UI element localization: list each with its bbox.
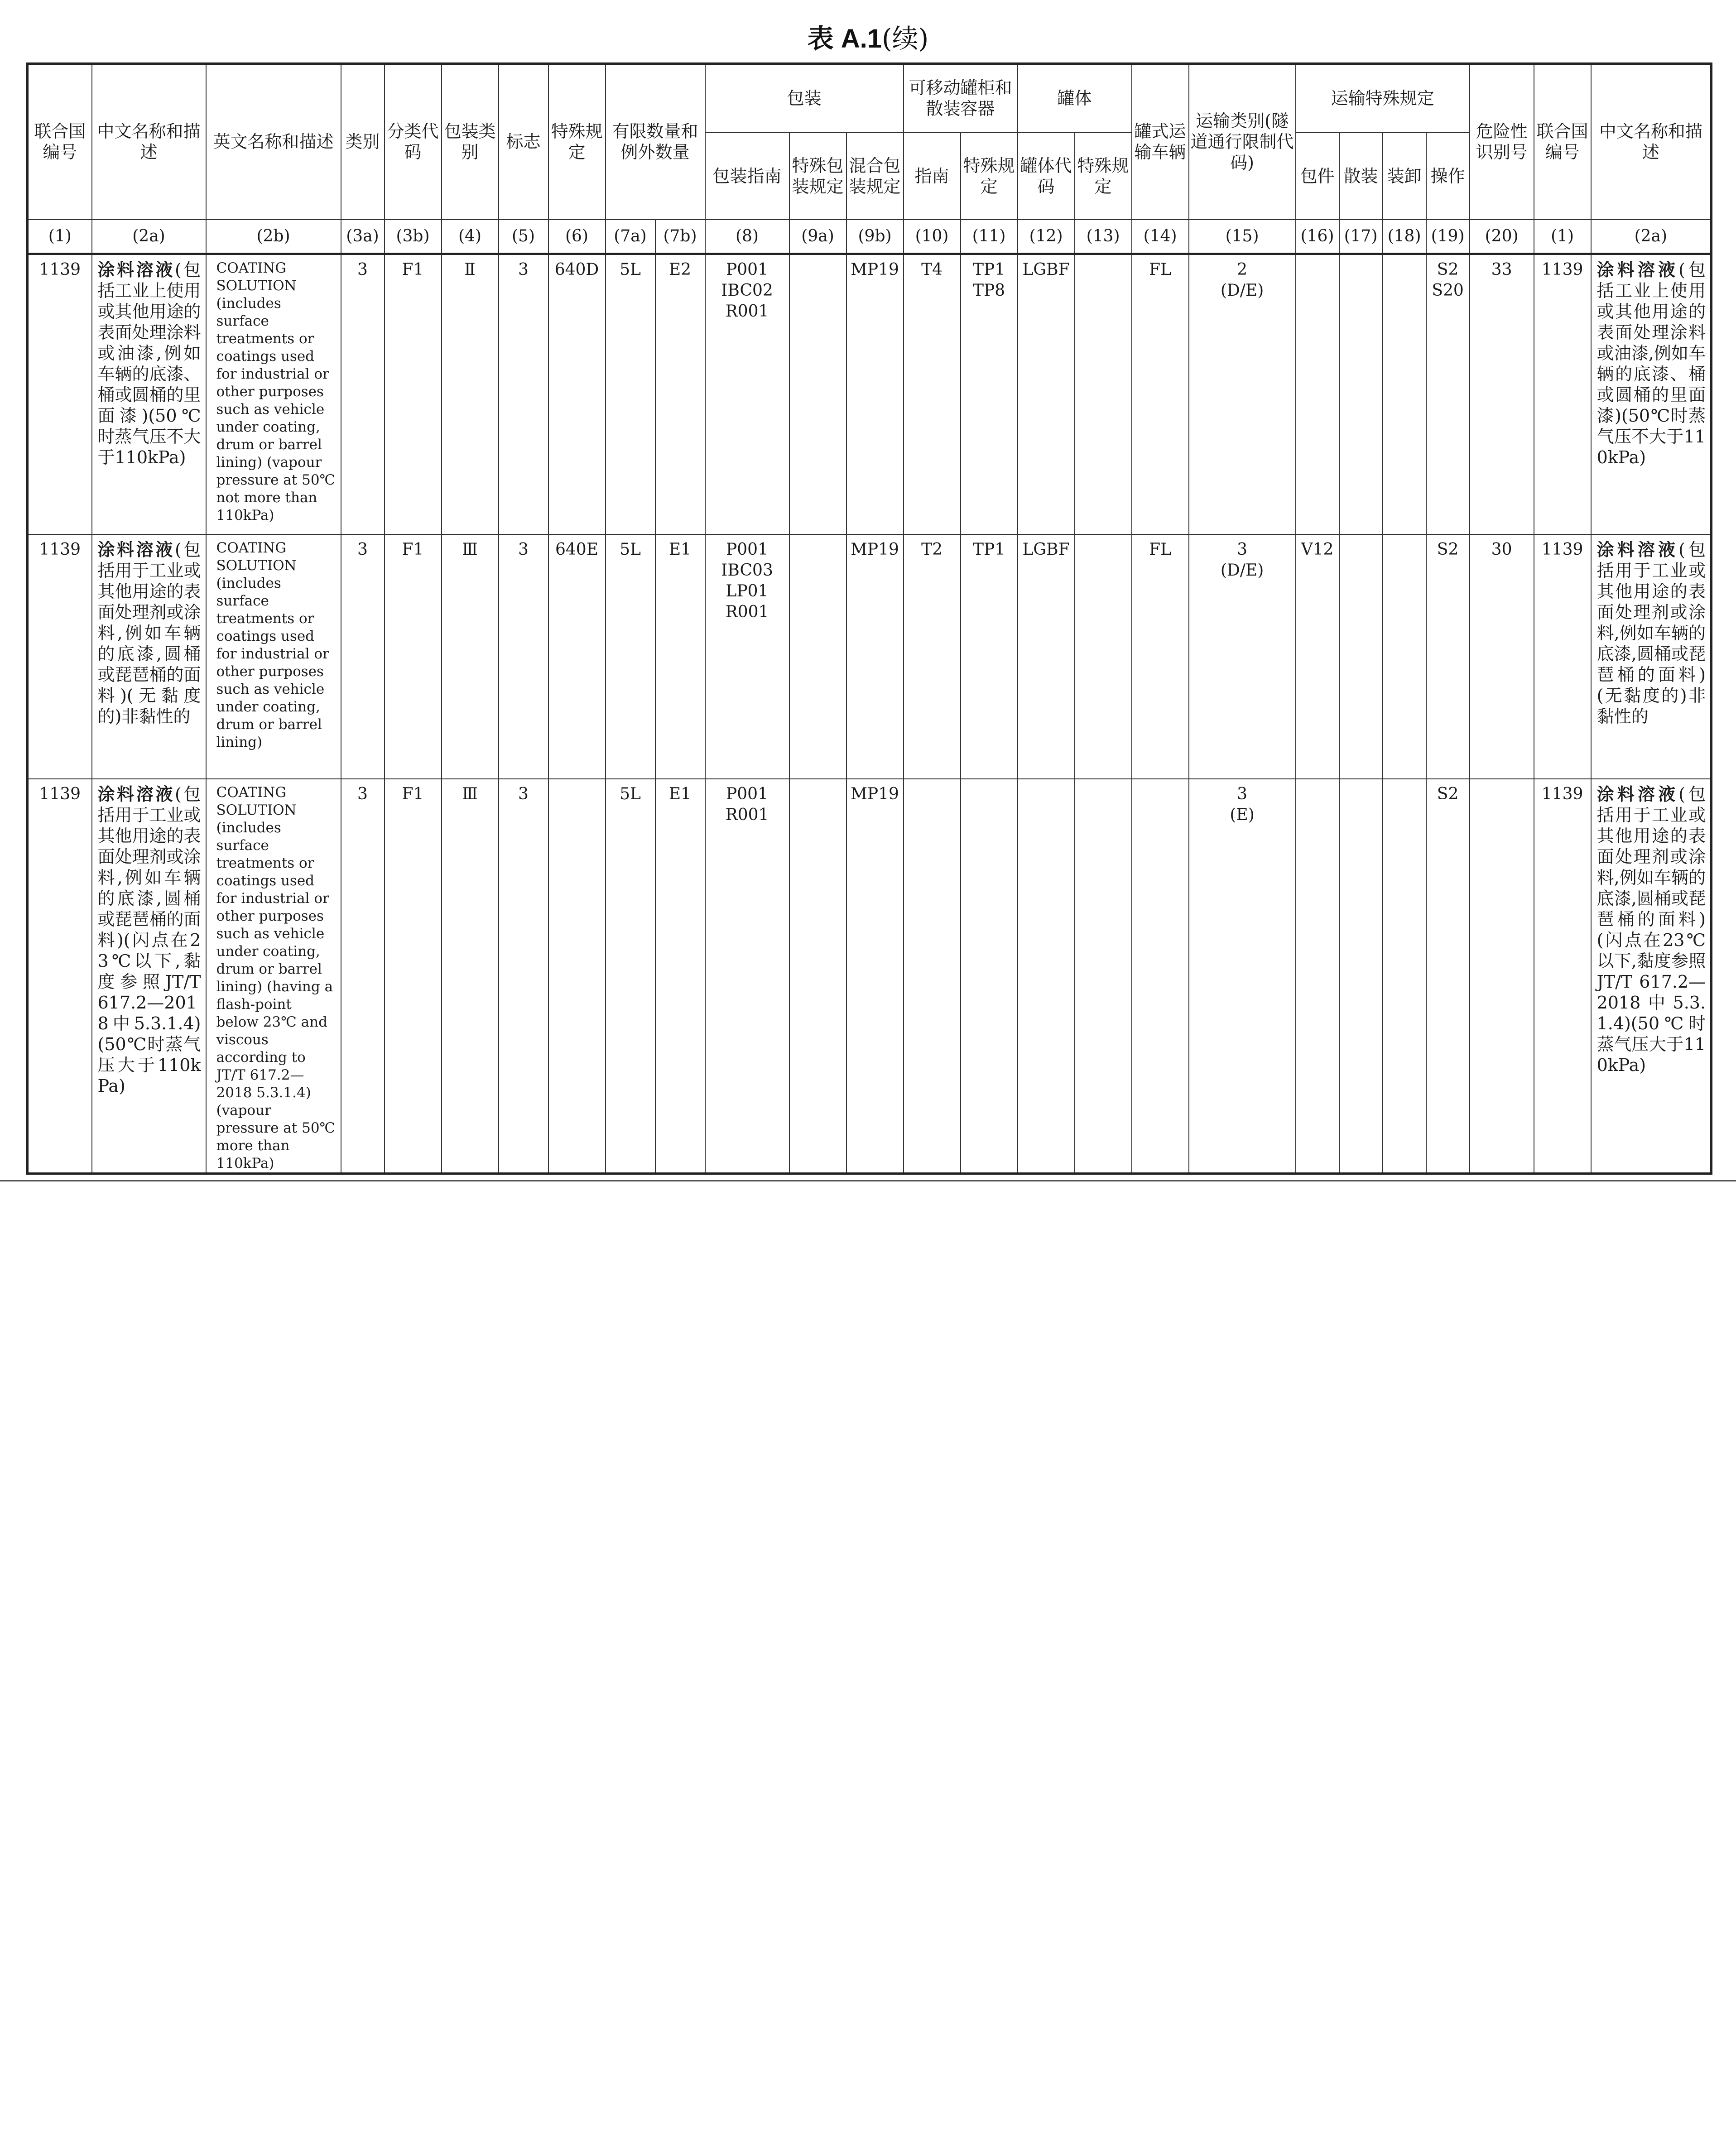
carriage-packages	[1296, 254, 1339, 534]
header-tank: 罐体	[1018, 64, 1132, 133]
column-number: (13)	[1075, 220, 1132, 254]
header-un-no: 联合国编号	[28, 64, 92, 220]
tank-code: LGBF	[1018, 534, 1075, 779]
transport-category-value: 3	[1237, 540, 1248, 559]
transport-category	[1189, 779, 1296, 1174]
packing-instructions	[705, 534, 789, 779]
name-cn-bold: 涂料溶液	[97, 259, 175, 280]
header-tank-special: 特殊规定	[1075, 133, 1132, 220]
limited-quantity: 5L	[606, 534, 655, 779]
header-portable-special: 特殊规定	[961, 133, 1018, 220]
special-provisions	[548, 779, 606, 1174]
class: 3	[341, 534, 385, 779]
name-cn-bold: 涂料溶液	[97, 784, 175, 804]
name-cn-2-rest: (包括工业上使用或其他用途的表面处理涂料或油漆,例如车辆的底漆、桶或圆桶的里面漆)(50℃时蒸气压不大于110kPa)	[1597, 259, 1706, 467]
label: 3	[499, 254, 548, 534]
header-tank-code: 罐体代码	[1018, 133, 1075, 220]
column-number: (10)	[904, 220, 961, 254]
table-row	[28, 534, 1712, 779]
column-number: (18)	[1383, 220, 1426, 254]
excepted-quantity: E1	[655, 779, 705, 1174]
un-number-2: 1139	[1534, 534, 1591, 779]
special-packing	[789, 254, 846, 534]
hazard-id: 30	[1470, 534, 1534, 779]
mixed-packing: MP19	[846, 779, 904, 1174]
header-limited-quantity: 有限数量和例外数量	[606, 64, 705, 220]
header-carriage-operation: 操作	[1426, 133, 1470, 220]
portable-special-code: TP1	[972, 540, 1005, 559]
packing-instruction: P001	[726, 260, 768, 279]
hazard-id: 33	[1470, 254, 1534, 534]
header-label: 标志	[499, 64, 548, 220]
carriage-bulk	[1339, 779, 1383, 1174]
column-number: (1)	[28, 220, 92, 254]
carriage-packages	[1296, 779, 1339, 1174]
header-name-cn-2: 中文名称和描述	[1591, 64, 1712, 220]
portable-special-code: TP1	[972, 260, 1005, 279]
portable-special-code: TP8	[972, 281, 1005, 300]
carriage-packages: V12	[1296, 534, 1339, 779]
name-en: COATING SOLUTION (includes surface treatments or coatings used for industrial or other purposes such as vehicle under coating, drum or barrel lining) (having a flash-point below 23℃ and viscous according to JT/T 617.2—2018 5.3.1.4) (vapour pressure at 50℃ more than 110kPa)	[206, 779, 341, 1174]
label: 3	[499, 779, 548, 1174]
excepted-quantity: E1	[655, 534, 705, 779]
packing-group: Ⅱ	[442, 254, 499, 534]
name-cn-2-bold: 涂料溶液	[1597, 259, 1679, 280]
transport-category	[1189, 254, 1296, 534]
portable-instruction	[904, 779, 961, 1174]
carriage-bulk	[1339, 534, 1383, 779]
column-number: (2a)	[1591, 220, 1712, 254]
name-cn-rest: (包括工业上使用或其他用途的表面处理涂料或油漆,例如车辆的底漆、桶或圆桶的里面漆)(50℃时蒸气压不大于110kPa)	[97, 259, 201, 467]
packing-instruction: IBC03	[721, 561, 773, 580]
portable-instruction: T2	[904, 534, 961, 779]
limited-quantity: 5L	[606, 779, 655, 1174]
un-number: 1139	[28, 534, 92, 779]
tank-special	[1075, 779, 1132, 1174]
name-cn	[92, 534, 206, 779]
packing-instruction: LP01	[726, 582, 769, 600]
mixed-packing: MP19	[846, 534, 904, 779]
page-bottom-rule	[0, 1180, 1736, 1181]
header-portable-instruction: 指南	[904, 133, 961, 220]
packing-instruction: R001	[725, 603, 769, 621]
tank-vehicle: FL	[1132, 534, 1189, 779]
header-carriage-packages: 包件	[1296, 133, 1339, 220]
tank-code: LGBF	[1018, 254, 1075, 534]
carriage-bulk	[1339, 254, 1383, 534]
tank-vehicle: FL	[1132, 254, 1189, 534]
column-number: (3a)	[341, 220, 385, 254]
name-cn-rest: (包括用于工业或其他用途的表面处理剂或涂料,例如车辆的底漆,圆桶或琵琶桶的面料)(无黏度的)非黏性的	[97, 540, 201, 726]
header-carriage-loading: 装卸	[1383, 133, 1426, 220]
carriage-operation-code: S2	[1437, 785, 1459, 803]
header-un-no-2: 联合国编号	[1534, 64, 1591, 220]
tank-code	[1018, 779, 1075, 1174]
tank-vehicle	[1132, 779, 1189, 1174]
header-special-provisions: 特殊规定	[548, 64, 606, 220]
portable-special	[961, 534, 1018, 779]
column-number: (8)	[705, 220, 789, 254]
header-portable-tanks: 可移动罐柜和散装容器	[904, 64, 1018, 133]
header-special-packing: 特殊包装规定	[789, 133, 846, 220]
portable-instruction: T4	[904, 254, 961, 534]
header-row-1	[28, 64, 1712, 133]
hazard-id	[1470, 779, 1534, 1174]
un-number: 1139	[28, 779, 92, 1174]
name-cn-bold: 涂料溶液	[97, 539, 175, 560]
column-number-row	[28, 220, 1712, 254]
name-en: COATING SOLUTION (includes surface treatments or coatings used for industrial or other purposes such as vehicle under coating, drum or barrel lining) (vapour pressure at 50℃ not more than 110kPa)	[206, 254, 341, 534]
column-number: (4)	[442, 220, 499, 254]
label: 3	[499, 534, 548, 779]
name-en: COATING SOLUTION (includes surface treatments or coatings used for industrial or other purposes such as vehicle under coating, drum or barrel lining)	[206, 534, 341, 779]
special-packing	[789, 534, 846, 779]
portable-special	[961, 254, 1018, 534]
column-number: (11)	[961, 220, 1018, 254]
name-cn-2-bold: 涂料溶液	[1597, 539, 1679, 560]
portable-special	[961, 779, 1018, 1174]
name-cn-rest: (包括用于工业或其他用途的表面处理剂或涂料,例如车辆的底漆,圆桶或琵琶桶的面料)(闪点在23℃以下,黏度参照JT/T 617.2—2018中5.3.1.4)(50℃时蒸气压大于110kPa)	[97, 784, 201, 1096]
column-number: (12)	[1018, 220, 1075, 254]
packing-group: Ⅲ	[442, 779, 499, 1174]
header-packing-group: 包装类别	[442, 64, 499, 220]
column-number: (16)	[1296, 220, 1339, 254]
transport-category-value: 2	[1237, 260, 1248, 279]
table-title	[0, 14, 1736, 63]
tunnel-code: (D/E)	[1220, 281, 1264, 300]
column-number: (7a)	[606, 220, 655, 254]
mixed-packing: MP19	[846, 254, 904, 534]
packing-group: Ⅲ	[442, 534, 499, 779]
column-number: (2a)	[92, 220, 206, 254]
un-number-2: 1139	[1534, 779, 1591, 1174]
excepted-quantity: E2	[655, 254, 705, 534]
carriage-operation-code: S2	[1437, 540, 1459, 559]
carriage-operation	[1426, 779, 1470, 1174]
header-carriage-provisions: 运输特殊规定	[1296, 64, 1470, 133]
name-cn-2-rest: (包括用于工业或其他用途的表面处理剂或涂料,例如车辆的底漆,圆桶或琵琶桶的面料)(闪点在23℃以下,黏度参照JT/T 617.2—2018中5.3.1.4)(50℃时蒸气压大于110kPa)	[1597, 784, 1706, 1075]
special-provisions: 640E	[548, 534, 606, 779]
tank-special	[1075, 254, 1132, 534]
header-class-code: 分类代码	[385, 64, 442, 220]
carriage-operation	[1426, 254, 1470, 534]
table-title-main: 表 A.1	[807, 24, 882, 53]
tunnel-code: (D/E)	[1220, 561, 1264, 580]
table-title-cont: (续)	[882, 23, 929, 54]
packing-instruction: P001	[726, 540, 768, 559]
header-class: 类别	[341, 64, 385, 220]
column-number: (20)	[1470, 220, 1534, 254]
class: 3	[341, 254, 385, 534]
table-row	[28, 779, 1712, 1174]
column-number: (7b)	[655, 220, 705, 254]
name-cn-2-bold: 涂料溶液	[1597, 784, 1679, 804]
header-packing-instruction: 包装指南	[705, 133, 789, 220]
carriage-operation-code: S20	[1432, 281, 1464, 300]
column-number: (9b)	[846, 220, 904, 254]
dangerous-goods-table	[26, 62, 1712, 1175]
class-code: F1	[385, 779, 442, 1174]
header-mixed-packing: 混合包装规定	[846, 133, 904, 220]
header-transport-category: 运输类别(隧道通行限制代码)	[1189, 64, 1296, 220]
column-number: (5)	[499, 220, 548, 254]
tank-special	[1075, 534, 1132, 779]
tunnel-code: (E)	[1230, 806, 1255, 824]
column-number: (3b)	[385, 220, 442, 254]
name-cn-2	[1591, 254, 1712, 534]
transport-category-value: 3	[1237, 785, 1248, 803]
column-number: (6)	[548, 220, 606, 254]
name-cn	[92, 254, 206, 534]
special-provisions: 640D	[548, 254, 606, 534]
column-number: (15)	[1189, 220, 1296, 254]
header-carriage-bulk: 散装	[1339, 133, 1383, 220]
column-number: (2b)	[206, 220, 341, 254]
packing-instruction: IBC02	[721, 281, 773, 300]
column-number: (19)	[1426, 220, 1470, 254]
packing-instruction: P001	[726, 785, 768, 803]
carriage-loading	[1383, 534, 1426, 779]
header-tank-vehicle: 罐式运输车辆	[1132, 64, 1189, 220]
carriage-loading	[1383, 779, 1426, 1174]
transport-category	[1189, 534, 1296, 779]
table-row	[28, 254, 1712, 534]
carriage-operation	[1426, 534, 1470, 779]
name-cn	[92, 779, 206, 1174]
column-number: (1)	[1534, 220, 1591, 254]
column-number: (9a)	[789, 220, 846, 254]
packing-instructions	[705, 779, 789, 1174]
class: 3	[341, 779, 385, 1174]
packing-instructions	[705, 254, 789, 534]
carriage-loading	[1383, 254, 1426, 534]
carriage-operation-code: S2	[1437, 260, 1459, 279]
name-cn-2	[1591, 779, 1712, 1174]
un-number-2: 1139	[1534, 254, 1591, 534]
name-cn-2-rest: (包括用于工业或其他用途的表面处理剂或涂料,例如车辆的底漆,圆桶或琵琶桶的面料)(无黏度的)非黏性的	[1597, 540, 1706, 726]
header-hazard-id: 危险性识别号	[1470, 64, 1534, 220]
un-number: 1139	[28, 254, 92, 534]
packing-instruction: R001	[725, 806, 769, 824]
header-packaging: 包装	[705, 64, 904, 133]
column-number: (14)	[1132, 220, 1189, 254]
class-code: F1	[385, 534, 442, 779]
packing-instruction: R001	[725, 302, 769, 321]
limited-quantity: 5L	[606, 254, 655, 534]
header-name-en: 英文名称和描述	[206, 64, 341, 220]
header-name-cn: 中文名称和描述	[92, 64, 206, 220]
class-code: F1	[385, 254, 442, 534]
name-cn-2	[1591, 534, 1712, 779]
column-number: (17)	[1339, 220, 1383, 254]
special-packing	[789, 779, 846, 1174]
